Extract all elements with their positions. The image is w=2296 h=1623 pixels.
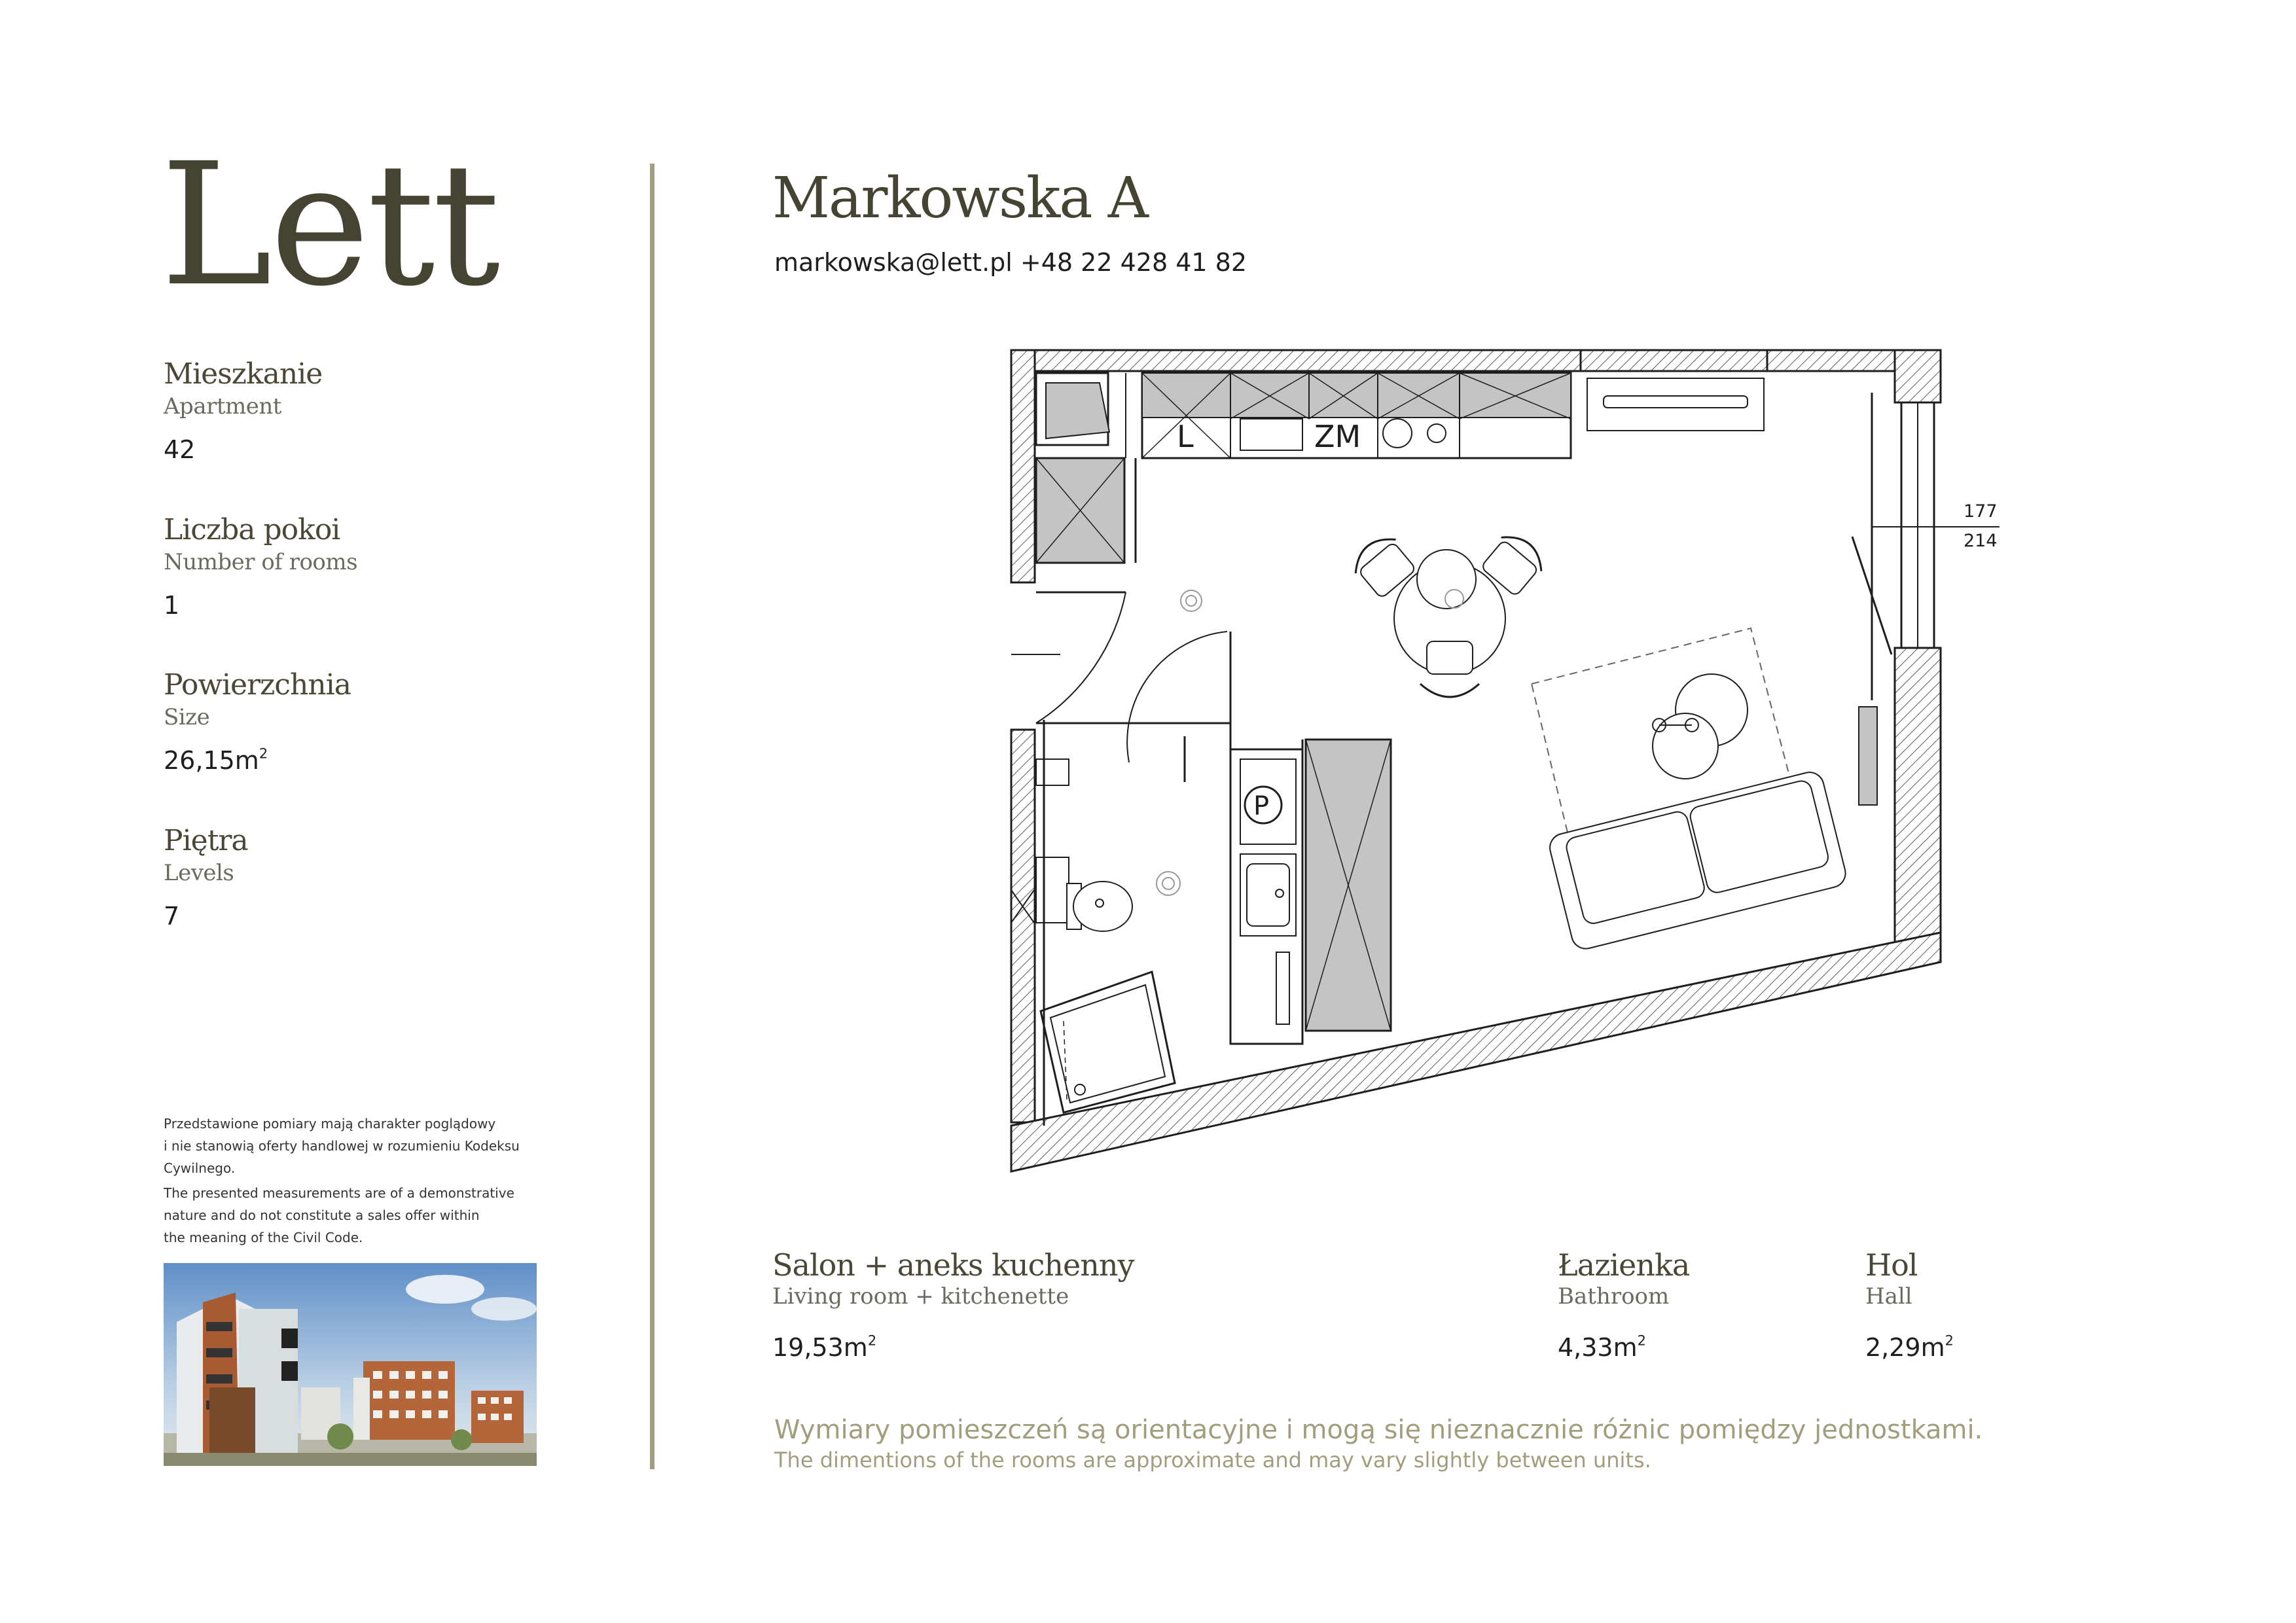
info-size: [164, 668, 351, 775]
wall-right-lower: [1895, 648, 1941, 942]
value-number: 19,53m: [772, 1333, 868, 1362]
info-value: 42: [164, 435, 196, 464]
floor-plan: [988, 340, 2009, 1191]
info-label: Powierzchnia: [164, 668, 351, 702]
disclaimer-line: Przedstawione pomiary mają charakter poglądowy: [164, 1116, 496, 1132]
room-living: [772, 1247, 1134, 1362]
label-zm: ZM: [1314, 419, 1361, 454]
info-value: 7: [164, 902, 180, 931]
room-hall: [1865, 1247, 1954, 1362]
info-label: Piętra: [164, 824, 248, 857]
note-en: The dimentions of the rooms are approximate and may vary slightly between units.: [774, 1448, 1651, 1472]
tv: [1859, 707, 1877, 805]
disclaimer-line: i nie stanowią oferty handlowej w rozumieniu Kodeksu: [164, 1138, 520, 1154]
info-sublabel: Size: [164, 704, 210, 730]
dim-bottom-label: 214: [1964, 531, 1998, 551]
disclaimer-pl: [164, 1113, 520, 1179]
divider-line: [650, 164, 655, 1469]
dim-top-label: 177: [1964, 501, 1998, 522]
info-label: Mieszkanie: [164, 357, 323, 391]
building-rendering-image: [164, 1263, 537, 1466]
room-sublabel: Bathroom: [1558, 1283, 1670, 1310]
page-title: Markowska A: [772, 166, 1147, 231]
info-rooms: [164, 513, 358, 620]
disclaimer-line: nature and do not constitute a sales offer within: [164, 1207, 480, 1223]
info-sublabel: Levels: [164, 860, 234, 886]
room-bathroom: [1558, 1247, 1690, 1362]
room-label: Salon + aneks kuchenny: [772, 1247, 1134, 1283]
info-value: 1: [164, 591, 180, 620]
shower: [1041, 972, 1175, 1113]
room-label: Łazienka: [1558, 1247, 1690, 1283]
value-unit-sup: 2: [259, 745, 268, 762]
room-label: Hol: [1865, 1247, 1918, 1283]
room-sublabel: Living room + kitchenette: [772, 1283, 1069, 1310]
wall-right-upper: [1895, 350, 1941, 402]
value-unit-sup: 2: [867, 1332, 877, 1349]
value-number: 2,29m: [1865, 1333, 1945, 1362]
value-number: 26,15m: [164, 746, 259, 775]
room-value: [772, 1332, 1134, 1362]
info-apartment: [164, 357, 323, 464]
brand-logo: Lett: [160, 127, 498, 323]
info-sublabel: Apartment: [164, 393, 281, 419]
disclaimer-line: The presented measurements are of a demonstrative: [164, 1185, 514, 1201]
contact-info: markowska@lett.pl +48 22 428 41 82: [774, 248, 1247, 277]
value-number: 4,33m: [1558, 1333, 1638, 1362]
info-sublabel: Number of rooms: [164, 549, 358, 575]
room-sublabel: Hall: [1865, 1283, 1912, 1310]
toilet: [1073, 882, 1132, 931]
info-value: [164, 745, 351, 775]
wall-left-lower: [1011, 730, 1035, 1122]
wall-left-upper: [1011, 350, 1035, 582]
room-value: [1558, 1332, 1689, 1362]
value-unit-sup: 2: [1637, 1332, 1646, 1349]
info-levels: [164, 824, 248, 931]
disclaimer-line: the meaning of the Civil Code.: [164, 1230, 363, 1245]
disclaimer-en: [164, 1182, 514, 1249]
disclaimer-line: Cywilnego.: [164, 1160, 236, 1176]
room-value: [1865, 1332, 1954, 1362]
note-pl: Wymiary pomieszczeń są orientacyjne i mogą się nieznacznie różnic pomiędzy jednostkami.: [774, 1415, 1983, 1445]
label-l: L: [1177, 419, 1194, 454]
label-p: P: [1253, 791, 1270, 821]
value-unit-sup: 2: [1945, 1332, 1954, 1349]
info-label: Liczba pokoi: [164, 513, 340, 546]
sofa: [1547, 770, 1848, 952]
